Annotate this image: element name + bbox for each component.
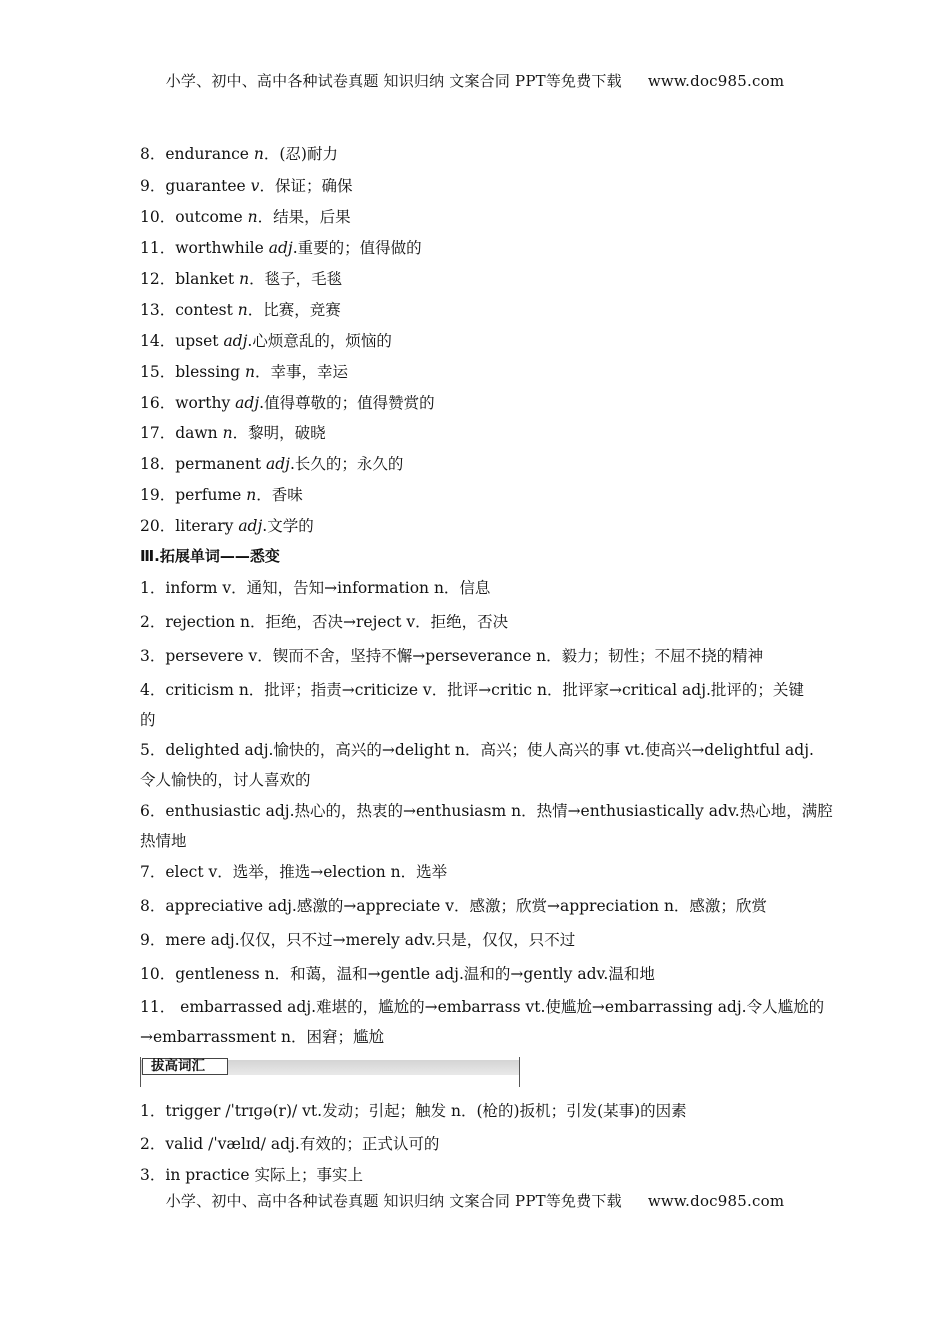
item-number: 11． (140, 239, 176, 257)
item-number: 2． (140, 1135, 166, 1153)
vocab-line (140, 175, 812, 197)
page-footer (0, 1190, 950, 1211)
footer-url[interactable]: www.doc985.com (647, 1192, 785, 1210)
item-number: 14． (140, 332, 176, 350)
section-box-left-edge (140, 1057, 141, 1087)
item-text: mere adj.仅仅，只不过→merely adv.只是，仅仅，只不过 (165, 931, 576, 949)
expand-line-continuation: 令人愉快的，讨人喜欢的 (140, 771, 311, 789)
item-pos: n (247, 208, 258, 226)
item-number: 17． (140, 424, 176, 442)
item-text: trigger /ˈtrɪɡə(r)/ vt.发动；引起；触发 n．(枪的)扳机；引发(某事)的因素 (165, 1102, 687, 1120)
item-sep: ． (247, 301, 264, 319)
expand-line (140, 739, 812, 761)
expand-line (140, 800, 833, 822)
item-sep: ． (254, 363, 271, 381)
item-definition: 黎明，破晓 (248, 424, 326, 442)
expand-line (140, 861, 812, 883)
vocab-line (140, 237, 812, 259)
item-number: 8． (140, 897, 166, 915)
expand-line (140, 611, 812, 633)
expand-line-continuation: 热情地 (140, 832, 187, 850)
item-text: valid /ˈvælɪd/ adj.有效的；正式认可的 (165, 1135, 440, 1153)
item-sep: . (247, 332, 253, 350)
item-text: gentleness n．和蔼，温和→gentle adj.温和的→gently adv.温和地 (175, 965, 655, 983)
item-pos: n (239, 270, 250, 288)
item-definition: (忍)耐力 (279, 145, 338, 163)
item-word: guarantee (165, 177, 246, 195)
item-text: criticism n．批评；指责→criticize v．批评→critic n．批评家→critical adj.批评的；关键 (165, 681, 804, 699)
item-pos: adj (223, 332, 248, 350)
item-sep: . (292, 239, 298, 257)
vocab-line (140, 268, 812, 290)
footer-text: 小学、初中、高中各种试卷真题 知识归纳 文案合同 PPT等免费下载 (165, 1192, 622, 1210)
advanced-line (140, 1164, 812, 1186)
header-url[interactable]: www.doc985.com (647, 72, 785, 90)
item-word: worthy (175, 394, 231, 412)
vocab-line (140, 392, 812, 414)
item-pos: n (253, 145, 264, 163)
vocab-line (140, 299, 812, 321)
item-number: 13． (140, 301, 176, 319)
expand-line (140, 645, 812, 667)
item-definition: 文学的 (267, 517, 314, 535)
item-number: 19． (140, 486, 176, 504)
vocab-line (140, 143, 812, 165)
item-sep: ． (259, 177, 275, 195)
advanced-line (140, 1100, 812, 1122)
item-definition: 比赛，竞赛 (263, 301, 341, 319)
item-number: 1． (140, 1102, 166, 1120)
item-word: outcome (175, 208, 243, 226)
item-text: delighted adj.愉快的，高兴的→delight n．高兴；使人高兴的事 vt.使高兴→delightful adj. (165, 741, 814, 759)
item-pos: n (245, 363, 255, 381)
vocab-line (140, 361, 812, 383)
item-text: rejection n．拒绝，否决→reject v．拒绝，否决 (165, 613, 509, 631)
item-word: blanket (175, 270, 235, 288)
item-text: elect v．选举，推选→election n．选举 (165, 863, 448, 881)
vocab-line (140, 422, 812, 444)
item-definition: 长久的；永久的 (294, 455, 404, 473)
item-word: blessing (175, 363, 241, 381)
item-pos: n (237, 301, 248, 319)
item-number: 11． (140, 998, 176, 1016)
item-word: perfume (175, 486, 242, 504)
item-definition: 幸事，幸运 (270, 363, 349, 381)
item-definition: 香味 (271, 486, 303, 504)
item-text: in practice 实际上；事实上 (165, 1166, 363, 1184)
expand-line (140, 963, 812, 985)
item-pos: adj (235, 394, 260, 412)
item-number: 15． (140, 363, 176, 381)
item-sep: ． (249, 270, 265, 288)
item-number: 3． (140, 647, 166, 665)
item-number: 9． (140, 177, 166, 195)
item-word: dawn (175, 424, 218, 442)
vocab-line (140, 330, 812, 352)
item-word: endurance (165, 145, 249, 163)
expand-line (140, 577, 812, 599)
page-header (0, 70, 950, 91)
item-number: 4． (140, 681, 166, 699)
expand-line (140, 996, 825, 1018)
item-number: 16． (140, 394, 176, 412)
item-number: 1． (140, 579, 166, 597)
item-pos: adj (265, 455, 290, 473)
item-sep: ． (263, 145, 280, 163)
vocab-line (140, 206, 812, 228)
item-number: 10． (140, 208, 176, 226)
item-sep: ． (257, 208, 274, 226)
item-word: worthwhile (175, 239, 264, 257)
item-text: inform v．通知，告知→information n．信息 (165, 579, 491, 597)
item-pos: adj (268, 239, 293, 257)
advanced-line (140, 1133, 812, 1155)
item-pos: v (250, 177, 260, 195)
vocab-line (140, 515, 812, 537)
item-text: appreciative adj.感激的→appreciate v．感激；欣赏→appreciation n．感激；欣赏 (165, 897, 767, 915)
expand-line-continuation: →embarrassment n．困窘；尴尬 (140, 1028, 384, 1046)
section-box-label: 拔高词汇 (142, 1058, 228, 1075)
item-text: enthusiastic adj.热心的，热衷的→enthusiasm n．热情→enthusiastically adv.热心地，满腔 (165, 802, 833, 820)
item-definition: 重要的；值得做的 (297, 239, 422, 257)
item-number: 6． (140, 802, 166, 820)
item-sep: ． (256, 486, 272, 504)
item-number: 8． (140, 145, 166, 163)
expand-line (140, 895, 812, 917)
item-pos: n (246, 486, 257, 504)
vocab-line (140, 453, 812, 475)
item-definition: 保证；确保 (274, 177, 353, 195)
item-number: 20． (140, 517, 176, 535)
item-sep: ． (232, 424, 249, 442)
item-text: embarrassed adj.难堪的，尴尬的→embarrass vt.使尴尬→embarrassing adj.令人尴尬的 (175, 998, 825, 1016)
item-word: literary (175, 517, 234, 535)
item-word: upset (175, 332, 219, 350)
item-number: 5． (140, 741, 166, 759)
item-definition: 结果，后果 (273, 208, 351, 226)
item-number: 12． (140, 270, 176, 288)
item-pos: adj (238, 517, 263, 535)
expand-line-continuation: 的 (140, 711, 156, 729)
header-text: 小学、初中、高中各种试卷真题 知识归纳 文案合同 PPT等免费下载 (165, 72, 622, 90)
section-title: Ⅲ.拓展单词——悉变 (140, 547, 280, 565)
item-pos: n (222, 424, 233, 442)
item-number: 3． (140, 1166, 166, 1184)
expand-line (140, 679, 812, 701)
vocab-line (140, 484, 812, 506)
item-definition: 值得尊敬的；值得赞赏的 (264, 394, 435, 412)
section-box-right-edge (519, 1057, 520, 1087)
item-text: persevere v．锲而不舍，坚持不懈→perseverance n．毅力；韧性；不屈不挠的精神 (165, 647, 764, 665)
item-definition: 心烦意乱的，烦恼的 (252, 332, 392, 350)
item-number: 9． (140, 931, 166, 949)
item-sep: . (289, 455, 295, 473)
item-definition: 毯子，毛毯 (264, 270, 343, 288)
item-sep: . (259, 394, 265, 412)
item-number: 2． (140, 613, 166, 631)
expand-line (140, 929, 812, 951)
item-number: 18． (140, 455, 176, 473)
item-word: permanent (175, 455, 262, 473)
item-sep: . (262, 517, 268, 535)
item-number: 7． (140, 863, 166, 881)
item-number: 10． (140, 965, 176, 983)
section-box-advanced (140, 1057, 520, 1087)
item-word: contest (175, 301, 233, 319)
